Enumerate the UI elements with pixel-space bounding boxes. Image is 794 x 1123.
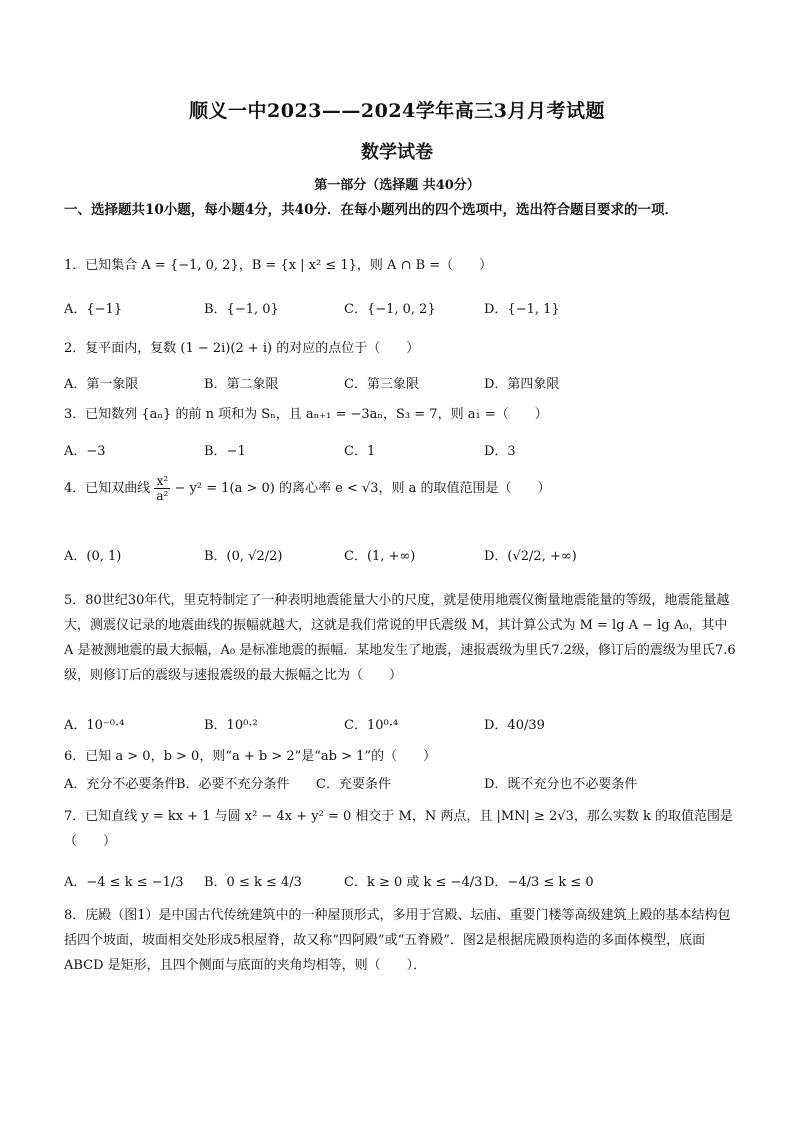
option-b: B．第二象限 (204, 377, 279, 392)
option-a: A．第一象限 (64, 377, 139, 392)
option-b: B．10⁰·² (204, 718, 258, 733)
exam-subtitle: 数学试卷 (361, 142, 433, 163)
option-c: C．充要条件 (316, 777, 391, 792)
option-c: C．(1, +∞) (344, 549, 416, 564)
question-7-options (64, 871, 736, 893)
question-3: 3．已知数列 {aₙ} 的前 n 项和为 Sₙ，且 aₙ₊₁ = −3aₙ，S₃ = 7，则 a₁ =（ ） (64, 407, 548, 422)
part-heading: 第一部分（选择题 共40分） (314, 178, 480, 193)
question-3-options (64, 440, 736, 462)
fraction-numerator: x² (154, 474, 170, 489)
option-a: A．10⁻⁰·⁴ (64, 718, 125, 733)
option-c: C．第三象限 (344, 377, 419, 392)
question-8: 8．庑殿（图1）是中国古代传统建筑中的一种屋顶形式，多用于宫殿、坛庙、重要门楼等高级建筑上殿的基本结构包括四个坡面，坡面相交处形成5根屋脊，故又称“四阿殿”或“五脊殿”．图2是根据庑殿顶构造的多面体模型，底面 ABCD 是矩形，且四个侧面与底面的夹角均相等，则（ ）． (64, 908, 731, 973)
question-6-options (64, 773, 736, 795)
exam-title: 顺义一中2023——2024学年高三3月月考试题 (189, 100, 605, 122)
option-a: A．−3 (64, 444, 106, 459)
option-d: D．{−1, 1} (484, 302, 560, 317)
question-4-stem-end: − y² = 1(a > 0) 的离心率 e < √3，则 a 的取值范围是（ ） (170, 481, 551, 496)
option-d: D．既不充分也不必要条件 (484, 777, 638, 792)
option-a: A．(0, 1) (64, 549, 122, 564)
option-b: B．(0, √2/2) (204, 549, 283, 564)
option-d: D．(√2/2, +∞) (484, 549, 577, 564)
question-7: 7．已知直线 y = kx + 1 与圆 x² − 4x + y² = 0 相交于 M，N 两点，且 |MN| ≥ 2√3，那么实数 k 的取值范围是（ ） (64, 809, 734, 849)
section-instructions: 一、选择题共10小题，每小题4分，共40分．在每小题列出的四个选项中，选出符合题目要求的一项． (64, 202, 678, 218)
option-d: D．−4/3 ≤ k ≤ 0 (484, 875, 594, 890)
option-b: B．−1 (204, 444, 246, 459)
question-5-options (64, 714, 736, 736)
option-d: D．第四象限 (484, 377, 560, 392)
question-6: 6．已知 a > 0，b > 0，则“a + b > 2”是“ab > 1”的（ ） (64, 749, 437, 764)
question-5: 5．80世纪30年代，里克特制定了一种表明地震能量大小的尺度，就是使用地震仪衡量地震能量的等级，地震能量越大，测震仪记录的地震曲线的振幅就越大，这就是我们常说的甲氏震级 M，其计算公式为 M = lg A − lg A₀，其中 A 是被测地震的最大振幅，A₀ 是标准地震的振幅．某地发生了地震，速报震级为里氏7.2级，修订后的震级为里氏7.6级，则修订后的震级与速报震级的最大振幅之比为（ ） (64, 593, 736, 683)
question-2: 2．复平面内，复数 (1 − 2i)(2 + i) 的对应的点位于（ ） (64, 341, 420, 356)
option-a: A．充分不必要条件 (64, 777, 178, 792)
option-a: A．−4 ≤ k ≤ −1/3 (64, 875, 184, 890)
fraction-denominator: a² (156, 489, 169, 503)
question-1: 1．已知集合 A = {−1, 0, 2}，B = {x | x² ≤ 1}，则 A ∩ B =（ ） (64, 258, 493, 273)
option-b: B．0 ≤ k ≤ 4/3 (204, 875, 302, 890)
question-4-stem-start: 4．已知双曲线 (64, 481, 155, 496)
option-c: C．{−1, 0, 2} (344, 302, 436, 317)
question-4-options (64, 545, 736, 567)
hyperbola-fraction (154, 474, 170, 503)
option-c: C．10⁰·⁴ (344, 718, 399, 733)
option-c: C．k ≥ 0 或 k ≤ −4/3 (344, 875, 483, 890)
question-4 (64, 474, 736, 503)
option-a: A．{−1} (64, 302, 123, 317)
question-2-options (64, 373, 736, 395)
option-b: B．{−1, 0} (204, 302, 279, 317)
option-d: D．3 (484, 444, 516, 459)
option-c: C．1 (344, 444, 376, 459)
option-d: D．40/39 (484, 718, 545, 733)
option-b: B．必要不充分条件 (176, 777, 290, 792)
question-1-options (64, 298, 736, 320)
